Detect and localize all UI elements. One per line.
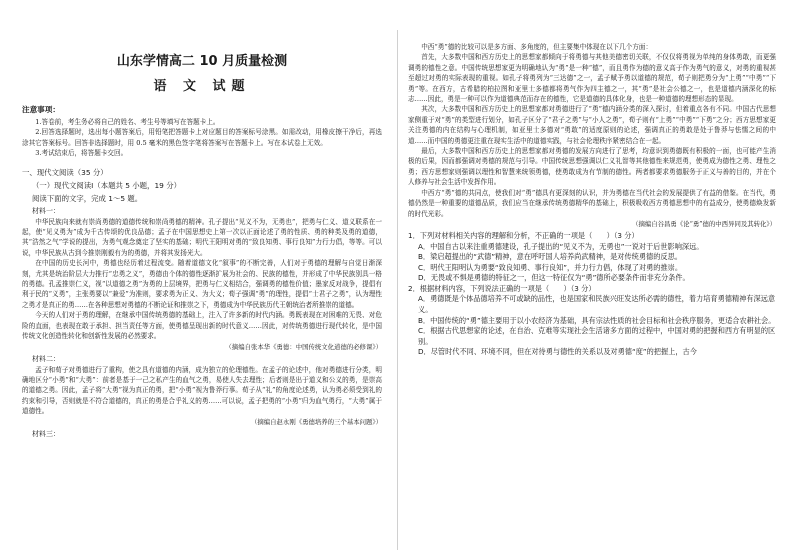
material-3-paragraph: 中西方“勇”德的共同点，使我们对“勇”德具有更深刻的认识，并为勇德在当代社会的发展提供了有益的借鉴。在当代，勇德仍然是一种重要的道德品质，我们应当在继承传统勇德精华的基础上，积极吸收西方勇德思想中的有益成分，使勇德焕发新的时代光彩。 (408, 188, 776, 218)
question-1: 1．下列对材料相关内容的理解和分析，不正确的一项是（ ）（3 分） (408, 230, 639, 240)
material-3-paragraph: 最后，大多数中国和西方历史上的思想家都对勇德的发展方向进行了思考，均意识到勇德既有积极的一面，也可能产生消极的后果，因而都强调对勇德的规范与引导。中国传统思想强调以仁义礼智等其他德性来规范勇，使勇成为德性之勇、理性之勇；西方思想家则强调以理性和智慧来统领勇德，使勇敢成为有节制的德性。两者都要求勇德服务于正义与善的目的，并在个人修养与社会生活中发挥作用。 (408, 147, 776, 187)
section-heading: 一、现代文阅读（35 分） (22, 167, 108, 177)
note-item: 1.答卷前，考生务必将自己的姓名、考生号等填写在答题卡上。 (35, 118, 220, 126)
question-1-option: B．梁启超提出的“武德”精神，意在呼吁国人培养尚武精神，是对传统勇德的反思。 (418, 252, 682, 262)
material-1-source: （摘编自张本华《勇德：中国传统文化道德的必修课》） (225, 342, 382, 351)
question-1-option: A．中国自古以来注重勇德建设，孔子提出的“见义不为，无勇也”一说对于后世影响深远。 (418, 241, 704, 251)
material-2-label: 材料二： (32, 354, 60, 363)
exam-title: 山东学情高二 10 月质量检测 (116, 54, 288, 69)
question-2-option: D．尽管时代不同、环境不同，但在对待勇与德性的关系以及对勇德“度”的把握上，古今 (418, 347, 697, 357)
question-1-option: C．明代王阳明认为勇要“致良知勇、事行良知”，并力行力倡，体现了对勇的推崇。 (418, 262, 683, 272)
left-column (22, 38, 382, 553)
reading-instruction: 阅读下面的文字，完成 1～5 题。 (32, 193, 143, 203)
material-3-label: 材料三： (32, 429, 60, 438)
question-2-option: C．根据古代思想家的论述，在自治、克难等实现社会生活诸多方面的过程中，中国对勇的把握和西方有明显的区别。 (418, 326, 776, 346)
material-1-paragraph: 中华民族向来就有崇尚勇德的道德传统和崇尚勇德的精神。孔子提出“见义不为，无勇也”，把勇与仁义、道义联系在一起，使“见义勇为”成为千古传颂的优良品德；孟子在中国思想史上第一次以正面论述了勇的性质、勇的种类及勇的道德，其“浩然之气”学说的提出，为勇气观念奠定了坚实的基础；明代王阳明对勇的“致良知勇、事行良知”力行力倡，等等。可以说，中华民族从古到今推崇刚毅有为的勇德，并将其发扬光大。 (22, 217, 382, 257)
material-3-paragraph: 其次，大多数中国和西方历史上的思想家都对勇德进行了“勇”德内涵分类的深入探讨，但着重点各有不同。中国古代思想家侧重于对“勇”的类型进行划分，如孔子区分了“君子之勇”与“小人之勇”，荀子则有“上勇”“中勇”“下勇”之分；西方思想家更关注勇德的内在结构与心理机制，如亚里士多德对“勇敢”的适度原则的论述，强调真正的勇敢是处于鲁莽与怯懦之间的中道……而中国的勇德更注重在现实生活中的道德实践，与社会伦理秩序紧密结合在一起。 (408, 105, 776, 145)
question-2-option: B．中国传统的“勇”德主要用于以小农经济为基础，具有宗法性质的社会目标和社会秩序服务，更适合农耕社会。 (418, 315, 776, 325)
question-2-option: A．勇德既是个体品德培养不可或缺的品性，也是国家和民族兴旺发达所必需的德性，着力培育勇德精神有深远意义。 (418, 294, 776, 315)
material-1-label: 材料一： (32, 206, 60, 215)
material-3-source: （摘编自谷昌勇《论“勇”德的中西异同及其转化》） (632, 219, 776, 228)
subsection-heading: （一）现代文阅读Ⅰ（本题共 5 小题，19 分） (32, 180, 181, 190)
exam-subtitle: 语 文 试题 (153, 79, 251, 94)
material-1-paragraph: 今天的人们对于勇的理解，在继承中国传统勇德的基础上，注入了许多新的时代内涵。勇既表现在对困难的无畏、对危险的直面，也表现在敢于承担、担当责任等方面，使勇德呈现出新的时代意义……因此，对传统勇德进行现代转化，是中国传统文化创造性转化和创新性发展的必然要求。 (22, 311, 382, 341)
question-1-option: D．无畏或不惧是勇德的特征之一，但这一特征仅为“勇”德所必要条件而非充分条件。 (418, 273, 690, 283)
note-item: 2.回答选择题时，选出每小题答案后，用铅笔把答题卡上对应题目的答案标号涂黑。如需改动，用橡皮擦干净后，再选涂其它答案标号。回答非选择题时，用 0.5 毫米的黑色签字笔将答案写在答题卡上。写在本试卷上无效。 (22, 128, 382, 147)
question-2: 2．根据材料内容，下列说法正确的一项是（ ）（3 分） (408, 283, 596, 293)
material-3-paragraph: 首先，大多数中国和西方历史上的思想家都倾向于将勇德与其他美德密切关联，不仅仅将勇视为单纯的身体勇敢，而更强调勇的德性之意。中国传统思想家更为明确地认为“勇”是一种“德”，而且勇作为德的意义高于作为勇气的意义，对勇的重视甚至超过对勇的实际表现的重视。如孔子将勇列为“三达德”之一，孟子赋予勇以道德的规范，荀子则把勇分为“上勇”“中勇”“下勇”等。在西方，古希腊的柏拉图和亚里士多德都将勇气作为四主德之一，其“勇”是社会公德之一，也是道德内涵深化的标志……因此，勇是一种可以作为道德典范而存在的德性，它是道德的具体化身，也是一种道德的理想形态的显现。 (408, 53, 776, 104)
column-divider (397, 30, 398, 550)
right-column (408, 42, 776, 557)
material-3-paragraph: 中西“勇”德的比较可以是多方面、多角度的，但主要集中体现在以下几个方面： (421, 43, 653, 51)
note-item: 3.考试结束后，将答题卡交回。 (35, 149, 128, 158)
notes-heading: 注意事项： (22, 105, 60, 114)
material-1-paragraph: 在中国的历史长河中，勇德也经历着过程流变。随着道德文化“叙事”的不断完善，人们对于勇德的理解与自觉日渐深刻，尤其是统治阶层大力推行“忠勇之义”，勇德由个体的德性逐渐扩展为社会的、民族的德性，并形成了中华民族别具一格的勇德。孔孟推崇仁义，视“以道德之勇”为勇的上层境界，把勇与仁义相结合，强调勇的德性价值；墨家反对战争，提倡有利于民的“义勇”，主张勇要以“兼爱”为准则，要求勇为正义、为大义；荀子强调“勇”的理性，提倡“士君子之勇”，认为理性之勇才是真正的勇……在各种思想对勇德的不断论证和推崇之下，勇德成为中华民族历代王朝统治者所推崇的道德。 (22, 259, 382, 309)
material-2-source: （摘编自赵永刚《勇德培养的三个基本问题》） (250, 417, 382, 426)
material-2-paragraph: 孟子和荀子对勇德进行了重构，使之具有道德的内涵，成为独立的伦理德性。在孟子的论述中，他对勇德进行分类，明确地区分“小勇”和“大勇”：前者是基于一己之私产生的血气之勇，易使人失去理性；后者则是出于道义和公义的勇，是崇高的道德之勇。因此，孟子将“大勇”视为真正的勇，把“小勇”视为鲁莽行事。荀子从“礼”的角度论述勇，认为勇必须受到礼的约束和引导，否则就是不符合道德的，真正的勇是合乎礼义的勇……可以说，孟子把勇的“小勇”归为血气勇行，“大勇”属于道德性。 (22, 365, 382, 416)
